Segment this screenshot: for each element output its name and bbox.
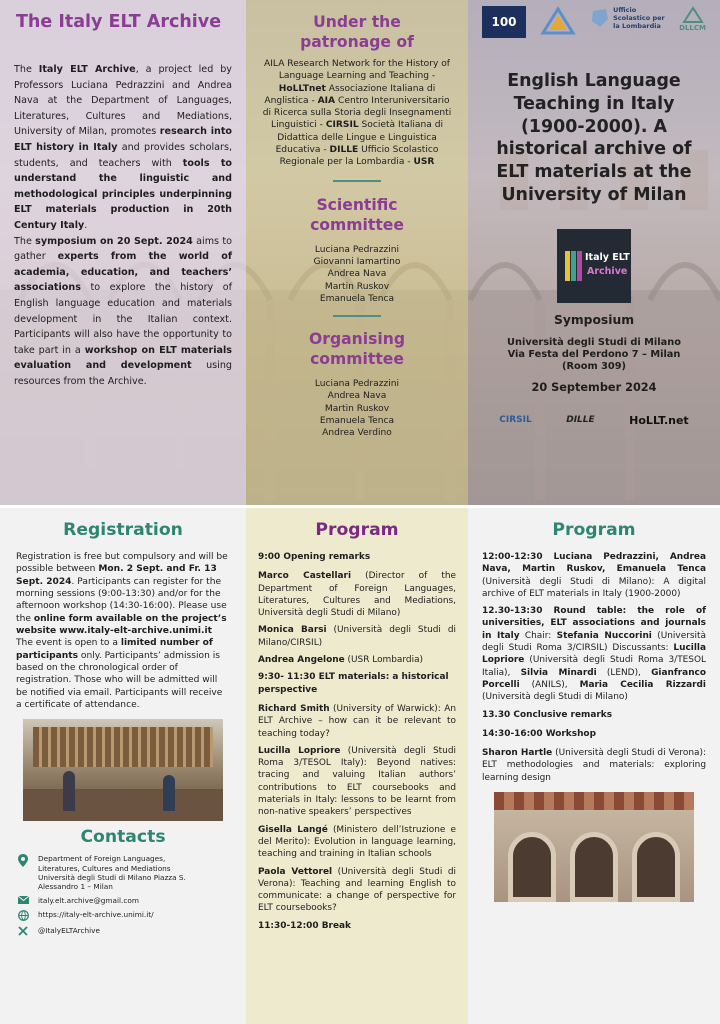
program-item-run: Richard Smith [258,703,330,714]
program-item-run: Lucilla Lopriore [482,643,706,666]
program-item-run: (Università degli Studi di Verona): ELT methodologies and materials: exploring learning design [482,748,706,783]
program-morning-column [246,508,468,1024]
globe-icon [18,910,29,921]
program-heading: Program [315,520,399,540]
program-item-run: Lucilla Lopriore [258,745,341,756]
registration-run: online form available on the project’s website www.italy-elt-archive.unimi.it [16,613,227,637]
centenary-logo: 100 [482,6,526,38]
program-item [258,671,456,696]
registration-column [0,508,246,1024]
program-item [258,745,456,819]
program-item-run: Silvia Minardi [520,667,597,678]
program-afternoon-list [482,551,706,784]
registration-run: only. Participants’ admission is based on the chronological order of registration. Those who will be admitted will be notified via email. Participants will receive a certificate of attendance. [16,650,223,711]
program-item-run: (Università degli Studi di Verona): Teaching and learning English to communicate: a change of perspective for ELT coursebooks? [258,866,456,914]
committees-column [246,0,468,505]
program-item-run: (Università degli Studi di Milano) [482,692,628,703]
committee-member: Martin Ruskov [324,281,390,292]
committee-member: Giovanni Iamartino [313,256,401,267]
top-panel [0,0,720,505]
program-item [482,747,706,784]
intro-1-run: . [84,219,88,231]
program-item [258,703,456,740]
event-title: English Language Teaching in Italy (1900-2000). A historical archive of ELT materials at the University of Milan [496,71,692,205]
organising-committee-heading: Organising committee [309,330,405,369]
program-item-run: Marco Castellari [258,571,352,582]
intro-2-run: experts from the world of academia, education, and teachers’ associations [14,251,232,294]
intro-2-run: The [14,235,36,247]
venue-room: (Room 309) [561,361,627,373]
program-item-run: Stefania Nuccorini [556,630,652,641]
program-item-run: (USR Lombardia) [344,655,424,666]
location-pin-icon [18,854,28,867]
committee-member: Luciana Pedrazzini [314,244,400,255]
sponsor-logos [482,414,706,427]
intro-paragraph-2 [14,234,232,390]
contact-social[interactable] [16,926,230,936]
building-photo [494,792,694,902]
program-item-run: Monica Barsi [258,625,327,636]
committee-member: Luciana Pedrazzini [314,379,400,390]
event-date: 20 September 2024 [531,380,657,394]
registration-heading: Registration [63,520,183,540]
program-item-run: Maria Cecilia Rizzardi [579,679,706,690]
program-item-run: (Director of the Department of Foreign Languages, Literatures, Cultures and Mediations, Università degli Studi di Milano) [258,571,456,619]
program-item-run: 9:00 Opening remarks [258,552,371,562]
intro-2-run: workshop on ELT materials evaluation and development [14,344,232,372]
registration-run: Registration is free but compulsory and will be possible between [16,552,228,575]
program-item [482,605,706,703]
scientific-committee-heading: Scientific committee [310,195,404,234]
program-item-run: 14:30-16:00 Workshop [482,728,596,739]
program-item-run: (Università degli Studi di Milano): A digital archive of ELT materials in Italy (1900-2000) [482,576,706,599]
archive-title: The Italy ELT Archive [16,12,222,32]
x-logo-icon [18,926,28,936]
program-item-run: (Università degli Studi Roma 3/TESOL Italy): Beyond natives: tracing and valuing Italian authors’ contributions to ELT coursebooks and materials in Italy: lessons to be learnt from non-native speakers’ perspectives [258,745,456,818]
program-item-run: 12.30-13:30 Round table: the role of universities, ELT associations and journals in Italy [482,606,706,641]
patronage-run: AILA Research Network for the History of Language Learning and Teaching - [264,59,450,82]
intro-2-run: to explore the history of English language education and materials development in the Italian context. Participants will also have the opportunity to take part in a [14,282,232,356]
program-item [258,654,456,666]
usr-logo: Ufficio Scolastico per la Lombardia [590,6,665,30]
patronage-run: HoLLTnet [278,83,326,94]
committee-member: Emanuela Tenca [319,416,395,427]
dille-logo: DILLE [566,415,595,426]
divider [333,180,381,182]
italy-elt-archive-logo: Italy ELT Archive [557,229,631,303]
email-icon [18,896,29,904]
intro-1-run: Italy ELT Archive [38,64,136,75]
contact-address-text: Department of Foreign Languages, Literatures, Cultures and Mediations Università degli Studi di Milano Piazza S. Alessandro 1 – Milan [38,854,186,891]
patronage-run: Associazione Italiana di Anglistica - [264,83,436,106]
intro-1-run: , a project led by Professors Luciana Pedrazzini and Andrea Nava at the Department of Languages, Literatures, Cultures and Mediations, University of Milan, promotes [14,64,232,138]
divider [333,315,381,317]
program-item-run: 11:30-12:00 Break [258,920,351,931]
program-item [258,624,456,649]
program-item [482,709,706,721]
program-item-run: Andrea Angelone [258,655,345,666]
library-photo [23,719,223,821]
intro-1-run: and provides scholars, students, and teachers with [14,141,232,169]
intro-2-run: using resources from the Archive. [14,360,232,387]
intro-2-run: symposium on 20 Sept. 2024 [35,235,193,247]
partner-logos [482,6,706,46]
contacts-heading: Contacts [80,827,166,848]
registration-run: limited number of participants [16,638,213,661]
program-afternoon-column [468,508,720,1024]
program-item [258,920,456,932]
symposium-label: Symposium [553,312,635,327]
venue [482,337,706,374]
patronage-list [260,58,454,169]
contact-address [16,854,230,890]
program-morning-list [258,551,456,932]
venue-address: Via Festa del Perdono 7 – Milan [507,349,681,361]
cirsil-logo: CIRSIL [499,415,532,426]
patronage-run: DILLE [329,145,359,156]
intro-1-run: research into ELT history in Italy [14,126,232,153]
organising-committee-list [260,378,454,439]
registration-run: The event is open to a [16,638,121,649]
program-item-run: (University of Warwick): An ELT Archive – how can it be relevant to teaching today? [258,703,456,739]
contact-website-text[interactable]: https://italy-elt-archive.unimi.it/ [38,909,154,919]
program-item-run: Gianfranco Porcelli [482,667,706,690]
intro-paragraph-1 [14,62,232,234]
contact-email[interactable] [16,896,230,905]
hollt-logo: HoLLT.net [629,413,689,427]
program-item-run: (Università degli Studi Roma 3/TESOL Italia), [482,655,706,678]
event-column [468,0,720,505]
program-item-run: 13.30 Conclusive remarks [482,709,613,720]
venue-university: Università degli Studi di Milano [507,336,681,348]
program-item-run: (Ministero dell’Istruzione e del Merito): Evolution in language learning, teaching and training in Italian schools [258,824,456,860]
patronage-heading: Under the patronage of [300,13,414,51]
contact-email-text[interactable]: italy.elt.archive@gmail.com [38,895,139,905]
patronage-run: Centro Interuniversitario di Ricerca sulla Storia degli Insegnamenti Linguistici - [262,95,452,131]
archive-intro-column [0,0,246,505]
program-item-run: 12:00-12:30 Luciana Pedrazzini, Andrea Nava, Martin Ruskov, Emanuela Tenca [482,552,706,575]
program-item-run: Sharon Hartle [482,748,553,759]
program-item-run: Paola Vettorel [258,866,333,877]
committee-member: Andrea Verdino [322,428,392,439]
program-item [482,728,706,740]
program-item [258,866,456,915]
dllcm-logo: DLLCM [679,6,706,32]
contact-social-text[interactable]: @ItalyELTArchive [38,925,100,935]
intro-1-run: tools to understand the linguistic and methodological principles underpinning ELT materials production in 20th Century Italy [14,157,232,231]
patronage-run: AIA [317,95,336,106]
program-item-run: Gisella Langé [258,824,328,835]
patronage-run: CIRSIL [325,120,359,131]
program-item-run: (LEND), [596,667,652,678]
program-item-run: (Università degli Studi Roma 3/CIRSIL) Discussants: [482,630,706,654]
contact-website[interactable] [16,910,230,921]
committee-member: Martin Ruskov [324,403,390,414]
program-item-run: 9:30- 11:30 ELT materials: a historical perspective [258,672,449,695]
registration-run: . Participants can register for the morning sessions (9:00-13:30) and/or for the afternoon workshop (14:30-16:00). Please use the [16,576,227,624]
intro-1-run: The [14,64,39,75]
triangle-logo [540,6,576,36]
program-item [258,551,456,563]
intro-2-run: aims to gather [14,235,232,263]
program-item [258,824,456,861]
registration-run: Mon. 2 Sept. and Fr. 13 Sept. 2024 [16,564,217,587]
patronage-run: Ufficio Scolastico Regionale per la Lombardia - [279,145,439,168]
committee-member: Andrea Nava [327,269,387,280]
program-item-run: (Università degli Studi di Milano/CIRSIL) [258,625,456,648]
registration-text [16,551,230,711]
bottom-panel [0,508,720,1024]
committee-member: Emanuela Tenca [319,293,395,304]
program-item [482,551,706,600]
patronage-run: Società Italiana di Didattica delle Lingue e Linguistica Educativa - [275,120,443,156]
program-item [258,570,456,619]
program-item-run: Chair: [519,630,557,641]
committee-member: Andrea Nava [327,391,387,402]
program-item-run: (ANILS), [519,679,580,690]
patronage-run: USR [413,157,435,168]
program-heading-2: Program [552,520,636,540]
scientific-committee-list [260,244,454,305]
